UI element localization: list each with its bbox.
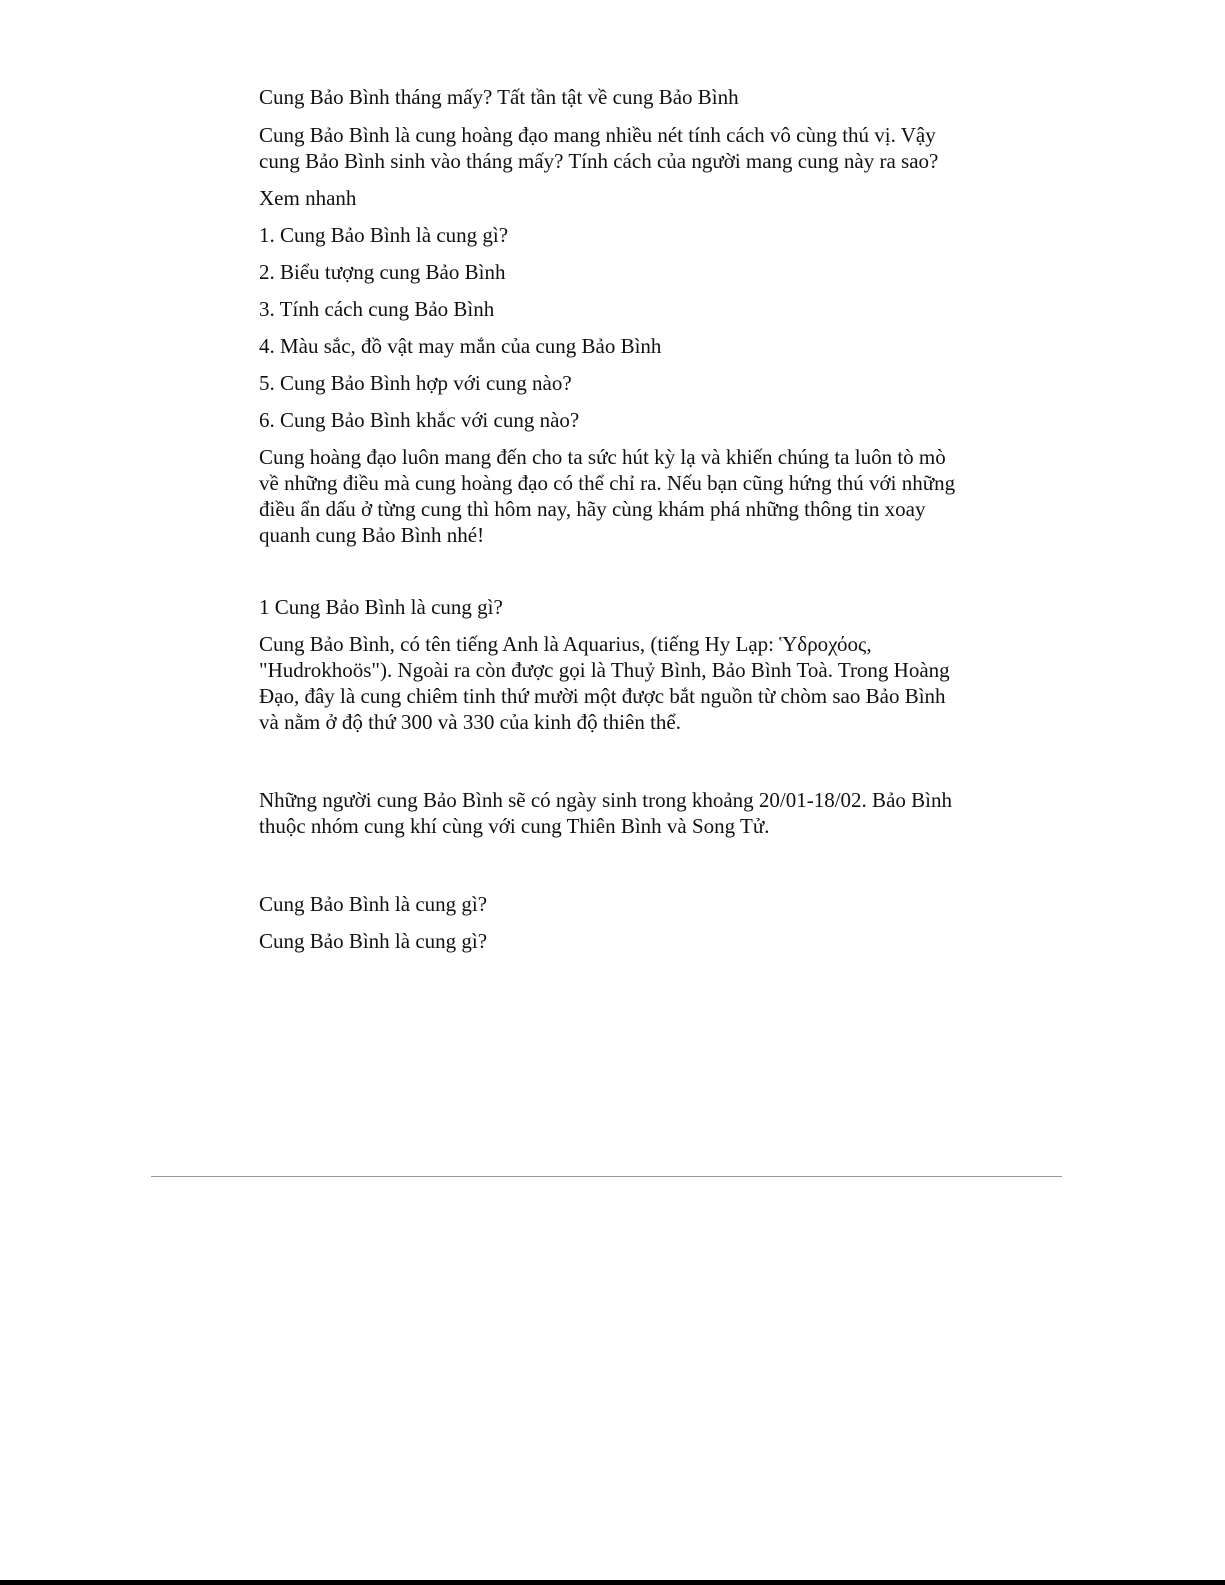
section-paragraph-2: Những người cung Bảo Bình sẽ có ngày sinh trong khoảng 20/01-18/02. Bảo Bình thuộc nhóm cung khí cùng với cung Thiên Bình và Song Tử. — [259, 788, 952, 838]
toc-item-6: 6. Cung Bảo Bình khắc với cung nào? — [259, 408, 580, 432]
section-heading: 1 Cung Bảo Bình là cung gì? — [259, 595, 503, 619]
toc-item-4: 4. Màu sắc, đồ vật may mắn của cung Bảo Bình — [259, 334, 662, 358]
toc-item-2: 2. Biểu tượng cung Bảo Bình — [259, 260, 506, 284]
bottom-edge-bar — [0, 1580, 1225, 1585]
lead-paragraph: Cung hoàng đạo luôn mang đến cho ta sức hút kỳ lạ và khiến chúng ta luôn tò mò về những điều mà cung hoàng đạo có thể chỉ ra. Nếu bạn cũng hứng thú với những điều ẩn dấu ở từng cung thì hôm nay, hãy cùng khám phá những thông tin xoay quanh cung Bảo Bình nhé! — [259, 445, 956, 547]
section-paragraph-1: Cung Bảo Bình, có tên tiếng Anh là Aquarius, (tiếng Hy Lạp: Ὑδροχόος, "Hudrokhoös"). Ngoài ra còn được gọi là Thuỷ Bình, Bảo Bình Toà. Trong Hoàng Đạo, đây là cung chiêm tinh thứ mười một được bắt nguồn từ chòm sao Bảo Bình và nằm ở độ thứ 300 và 330 của kinh độ thiên thể. — [259, 632, 950, 734]
image-caption-1: Cung Bảo Bình là cung gì? — [259, 892, 488, 916]
intro-paragraph: Cung Bảo Bình là cung hoàng đạo mang nhiều nét tính cách vô cùng thú vị. Vậy cung Bảo Bình sinh vào tháng mấy? Tính cách của người mang cung này ra sao? — [259, 123, 939, 173]
image-caption-2: Cung Bảo Bình là cung gì? — [259, 929, 488, 953]
article-body — [259, 84, 959, 965]
article-title: Cung Bảo Bình tháng mấy? Tất tần tật về cung Bảo Bình — [259, 85, 739, 109]
toc-heading: Xem nhanh — [259, 186, 357, 210]
page-separator — [151, 1176, 1062, 1177]
toc-item-5: 5. Cung Bảo Bình hợp với cung nào? — [259, 371, 572, 395]
toc-item-3: 3. Tính cách cung Bảo Bình — [259, 297, 495, 321]
toc-item-1: 1. Cung Bảo Bình là cung gì? — [259, 223, 509, 247]
